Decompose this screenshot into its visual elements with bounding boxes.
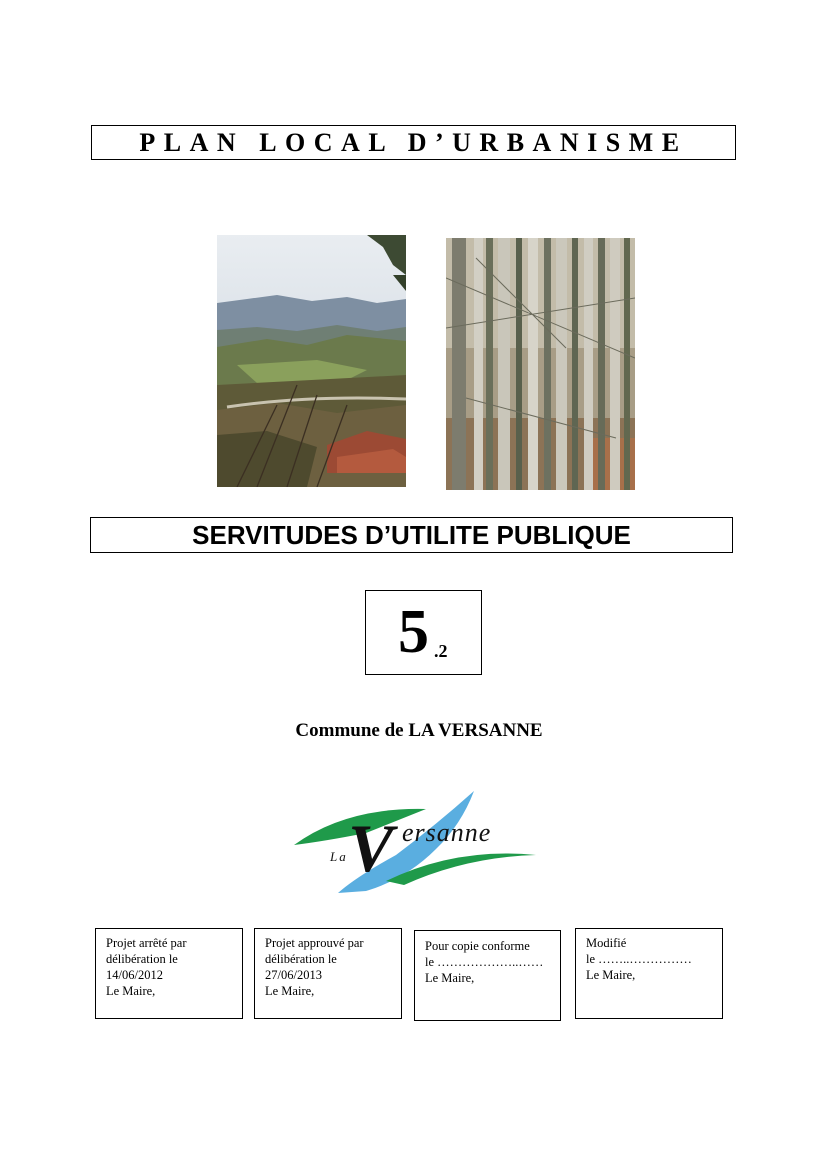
stamp-line: 27/06/2013 xyxy=(265,968,322,982)
stamp-line: Projet arrêté par xyxy=(106,936,187,950)
document-title: PLAN LOCAL D’URBANISME xyxy=(91,125,736,160)
versanne-logo xyxy=(286,785,540,897)
stamp-line: Le Maire, xyxy=(425,971,475,985)
stamp-line: Projet approuvé par xyxy=(265,936,364,950)
document-number: 5 xyxy=(398,598,429,666)
logo-name: ersanne xyxy=(402,818,492,847)
stamp-line: délibération le xyxy=(106,952,178,966)
stamp-projet-approuve xyxy=(254,928,402,1019)
stamp-line: le ………………..…… xyxy=(425,955,544,969)
logo-initial: V xyxy=(348,810,394,886)
commune-name: Commune de LA VERSANNE xyxy=(295,720,543,741)
stamp-line: Pour copie conforme xyxy=(425,939,530,953)
landscape-photo xyxy=(217,235,406,487)
stamp-modifie xyxy=(575,928,723,1019)
stamp-line: Modifié xyxy=(586,936,627,950)
stamp-copie-conforme xyxy=(414,930,561,1021)
stamp-line: 14/06/2012 xyxy=(106,968,163,982)
stamp-line: Le Maire, xyxy=(265,984,315,998)
forest-photo xyxy=(446,238,635,490)
stamp-line: délibération le xyxy=(265,952,337,966)
stamp-line: Le Maire, xyxy=(586,968,636,982)
logo-prefix: La xyxy=(330,849,348,864)
document-number-box xyxy=(365,590,482,675)
document-subtitle: SERVITUDES D’UTILITE PUBLIQUE xyxy=(90,517,733,553)
document-number-suffix: .2 xyxy=(434,641,448,661)
stamp-projet-arrete xyxy=(95,928,243,1019)
stamp-line: le ……..…………… xyxy=(586,952,692,966)
stamp-line: Le Maire, xyxy=(106,984,156,998)
